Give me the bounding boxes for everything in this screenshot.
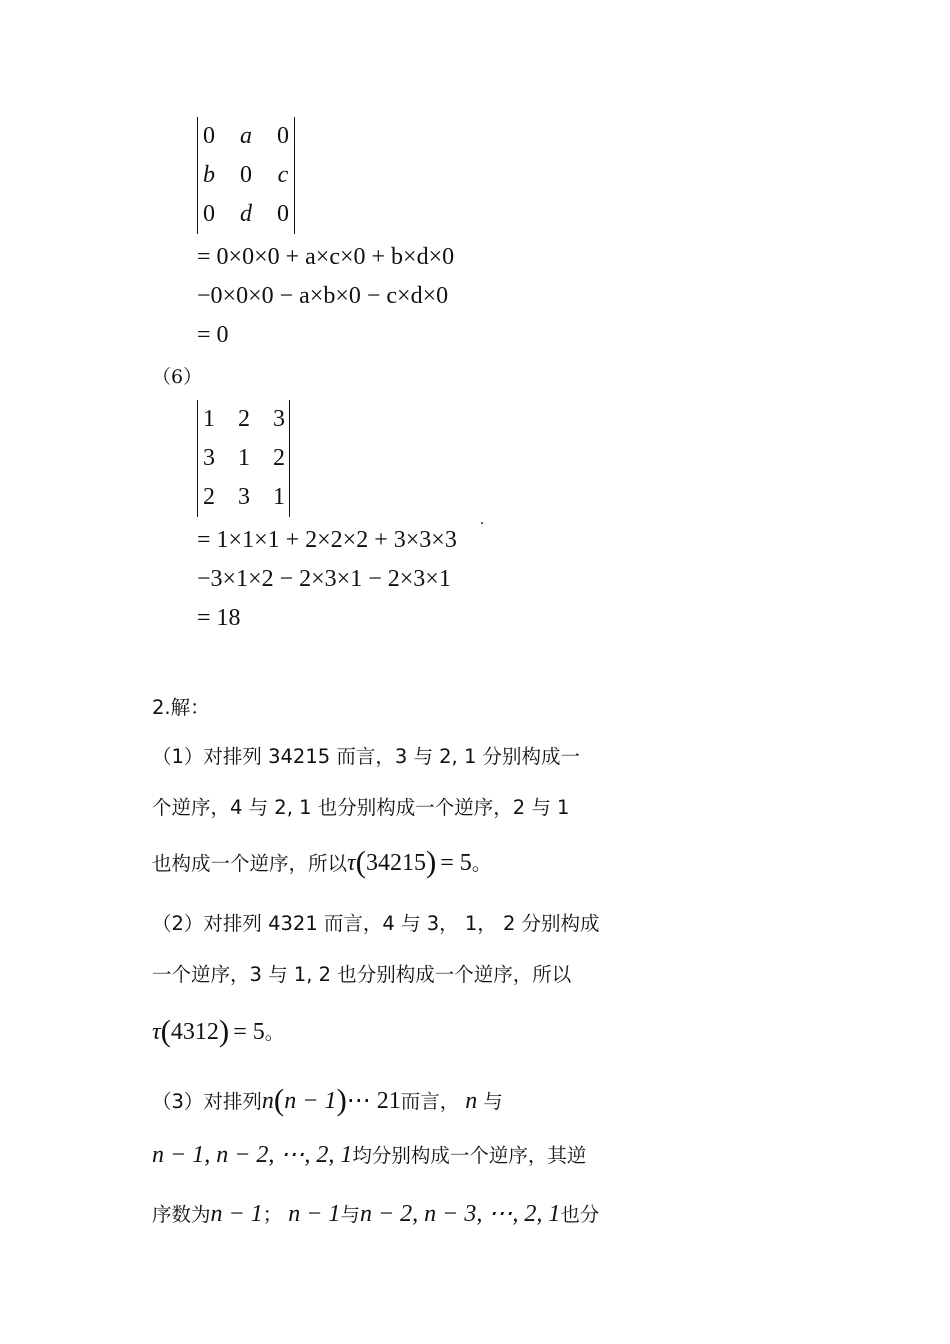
det1-cell: 0: [277, 201, 289, 227]
period-mark: 。: [264, 1021, 285, 1044]
determinant-2: [197, 400, 290, 517]
paren-right: ): [425, 844, 437, 879]
tau-symbol: τ: [347, 850, 356, 876]
q2-heading: 2.解：: [152, 696, 210, 719]
det2-cell: 1: [203, 406, 215, 432]
det1-cell: 0: [203, 123, 215, 149]
det2-cell: 3: [273, 406, 285, 432]
det1-cell: c: [277, 162, 289, 188]
det1-expansion-line1: = 0×0×0 + a×c×0 + b×d×0: [197, 244, 455, 270]
det1-cell: a: [240, 123, 252, 149]
det2-cell: 1: [273, 484, 285, 510]
det1-expansion-line2: −0×0×0 − a×b×0 − c×d×0: [197, 283, 449, 309]
var-n: n: [261, 1088, 274, 1114]
q2-p3-line3-text1: 序数为: [152, 1203, 211, 1226]
determinant-1: [197, 117, 295, 234]
paren-right: ): [218, 1013, 230, 1048]
det2-result: = 18: [197, 605, 241, 631]
det2-trailing-dot: .: [480, 511, 484, 528]
det1-cell: 0: [240, 162, 252, 188]
expr-n-minus-1: n − 1: [210, 1201, 263, 1227]
det1-cell: 0: [203, 201, 215, 227]
var-n: n: [465, 1088, 478, 1114]
permutation-arg: 34215: [365, 850, 426, 876]
det2-cell: 1: [238, 445, 250, 471]
equals-value: = 5: [440, 850, 472, 876]
det1-cell: b: [203, 162, 215, 188]
q2-p2-line3: [152, 1011, 284, 1047]
q2-p3-tail: 与: [483, 1090, 503, 1113]
q2-p1-line2: 个逆序，4 与 2, 1 也分别构成一个逆序，2 与 1: [152, 796, 570, 819]
det2-expansion-line2: −3×1×2 − 2×3×1 − 2×3×1: [197, 566, 451, 592]
q2-p3-line1: [152, 1080, 503, 1116]
paren-left: (: [273, 1082, 285, 1117]
det2-cell: 3: [238, 484, 250, 510]
expr-n-minus-1: n − 1: [288, 1201, 341, 1227]
det2-expansion-line1: = 1×1×1 + 2×2×2 + 3×3×3: [197, 527, 457, 553]
q2-p1-line3-text: 也构成一个逆序，所以: [152, 852, 348, 875]
sequence-expr: n − 2, n − 3, ⋯, 2, 1: [359, 1201, 561, 1227]
paren-left: (: [355, 844, 366, 879]
det2-cell: 3: [203, 445, 215, 471]
sequence-expr: n − 1, n − 2, ⋯, 2, 1: [152, 1142, 353, 1168]
q2-p3-line3-text2: ；: [262, 1203, 283, 1226]
det2-cell: 2: [238, 406, 250, 432]
det2-cell: 2: [273, 445, 285, 471]
part6-label: （6）: [152, 366, 203, 388]
period-mark: 。: [471, 852, 492, 875]
equals-value: = 5: [233, 1019, 265, 1045]
q2-p2-line1: （2）对排列 4321 而言，4 与 3， 1， 2 分别构成: [152, 912, 600, 935]
permutation-arg: 4312: [170, 1019, 219, 1045]
expr-n-minus-1: n − 1: [284, 1088, 337, 1114]
tau-symbol: τ: [152, 1019, 161, 1045]
det1-result: = 0: [197, 322, 229, 348]
q2-p1-line3: [152, 842, 491, 878]
q2-p3-line3-text4: 也分: [560, 1203, 600, 1226]
det2-cell: 2: [203, 484, 215, 510]
q2-p3-line2-text: 均分别构成一个逆序，其逆: [352, 1144, 587, 1167]
paren-right: ): [336, 1082, 347, 1117]
q2-p3-line3-text3: 与: [340, 1203, 360, 1226]
expr-dots-21: ⋯ 21: [346, 1088, 401, 1114]
q2-p3-prefix: （3）对排列: [152, 1090, 262, 1113]
q2-p3-line2: [152, 1140, 586, 1170]
q2-p3-line3: [152, 1199, 599, 1229]
det1-cell: d: [240, 201, 252, 227]
paren-left: (: [160, 1013, 171, 1048]
det1-cell: 0: [277, 123, 289, 149]
q2-p3-suffix: 而言，: [400, 1090, 460, 1113]
q2-p1-line1: （1）对排列 34215 而言，3 与 2, 1 分别构成一: [152, 745, 581, 768]
q2-p2-line2: 一个逆序，3 与 1, 2 也分别构成一个逆序，所以: [152, 963, 572, 986]
